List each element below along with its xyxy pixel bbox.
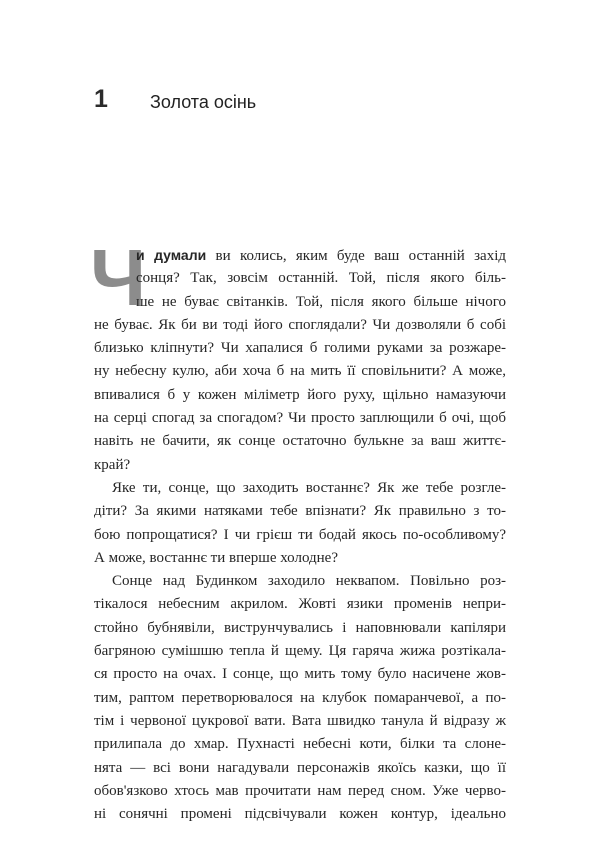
text-line: А може, востаннє ти вперше холодне? bbox=[94, 549, 338, 566]
text-line: стойно бубнявіли, виструнчувались і наповнювали капіляри bbox=[94, 619, 506, 636]
text-line: прилипала до хмар. Пухнасті небесні коти, білки та слоне- bbox=[94, 736, 506, 753]
text-line: тим, раптом перетворювалося на клубок помаранчевої, а по- bbox=[94, 689, 506, 706]
lead-in-bold: и думали bbox=[136, 247, 207, 263]
text-line: Яке ти, сонце, що заходить востаннє? Як же тебе розгле- bbox=[112, 479, 506, 496]
text-line: край? bbox=[94, 456, 131, 473]
text-line: Сонце над Будинком заходило неквапом. Повільно роз- bbox=[112, 573, 506, 590]
text-line: багряною сумішшю тепла й щему. Ця гаряча жижа розтікала- bbox=[94, 643, 506, 660]
text-line: тім і червоної цукрової вати. Вата швидко танула й відразу ж bbox=[94, 712, 506, 729]
text-line: обов'язково хтось мав прочитати нам перед сном. Уже черво- bbox=[94, 782, 506, 799]
text-line: нята — всі вони нагадували персонажів якоїсь казки, що її bbox=[94, 759, 506, 776]
text-line: діти? За якими натяками тебе впізнати? Як правильно з то- bbox=[94, 503, 506, 520]
chapter-title: Золота осінь bbox=[150, 92, 257, 112]
text-line: ся просто на очах. І сонце, що мить тому було насичене жов- bbox=[94, 666, 506, 683]
text-line: близько кліпнути? Чи хапалися б голими руками за розжаре- bbox=[94, 340, 506, 357]
text-line: тікалося небесним акрилом. Жовті язики променів непри- bbox=[94, 596, 506, 613]
text-line: бою попрощатися? І чи грієш ти бодай якось по-особливому? bbox=[94, 526, 506, 543]
text-line: на серці спогад за спогадом? Чи просто заплющили б очі, щоб bbox=[94, 410, 506, 427]
text-line: и думали ви колись, яким буде ваш останній захід bbox=[136, 247, 506, 264]
text-line: ні сонячні промені підсвічували кожен контур, ідеально bbox=[94, 806, 506, 823]
chapter-body bbox=[94, 244, 506, 826]
text-line: ну небесну кулю, аби хоча б на мить її сповільнити? А може, bbox=[94, 363, 506, 380]
text-line: навіть не бачити, як сонце остаточно булькне за ваш життє- bbox=[94, 433, 506, 450]
text-line: ше не буває світанків. Той, після якого більше нічого bbox=[136, 293, 506, 310]
drop-cap-letter: Ч bbox=[90, 233, 147, 322]
text-line: не буває. Як би ви тоді його споглядали? Чи дозволяли б собі bbox=[94, 316, 506, 333]
text-line: сонця? Так, зовсім останній. Той, після якого біль- bbox=[136, 270, 506, 287]
chapter-number: 1 bbox=[94, 85, 108, 113]
text-line: впивалися б у кожен міліметр його руху, щільно намазуючи bbox=[94, 386, 506, 403]
